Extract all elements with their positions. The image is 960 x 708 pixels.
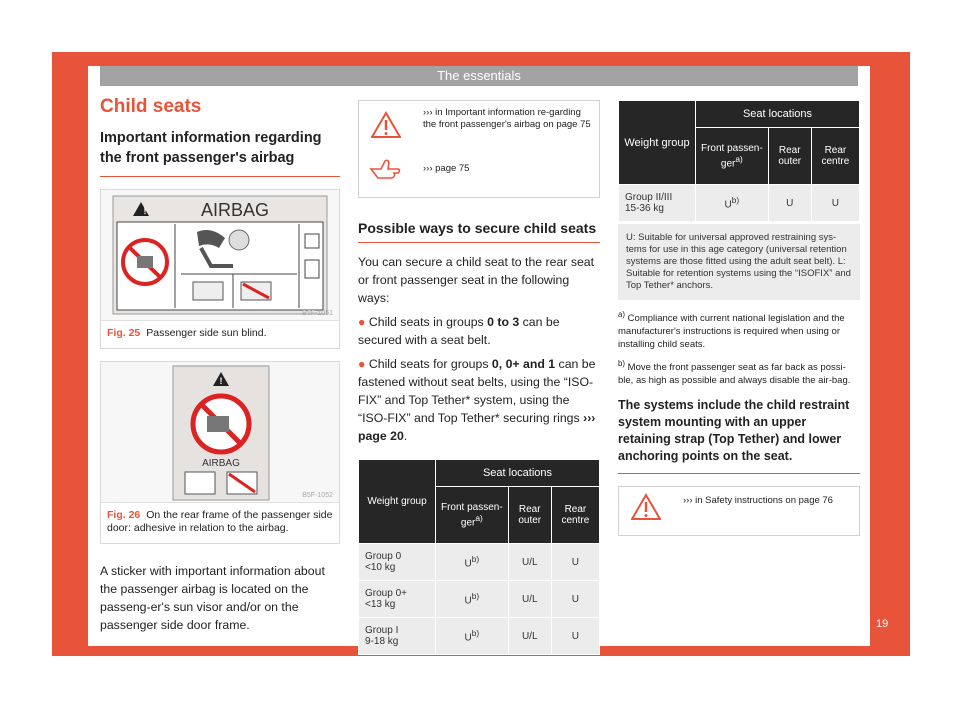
th-rear-centre: Rear centre	[551, 487, 599, 544]
page-header: The essentials	[100, 66, 858, 86]
th-locations: Seat locations	[696, 101, 860, 128]
cell-rear-centre: U	[551, 618, 599, 655]
title-rule	[100, 176, 340, 177]
section-subtitle: Important information regarding the front passenger's airbag	[100, 130, 322, 166]
bullet-dot-icon: ●	[358, 315, 369, 329]
table-row	[359, 581, 600, 618]
cell-rear-outer: U/L	[508, 618, 551, 655]
footnote-b: $^{b)}$ Move the front passenger seat as far back as possi-ble, as high as possible and always disable the air-bag.	[618, 359, 851, 387]
cell-group: Group II/III 15-36 kg	[619, 185, 696, 222]
bullet-text: can be fastened without seat belts, using the “ISO-FIX” and Top Tether* system, using the “ISO-FIX” and Top Tether* securing rings	[358, 357, 596, 425]
th-rear-outer: Rear outer	[768, 128, 811, 185]
th-front: Front passen-ger$^{a)}$	[696, 128, 769, 185]
cell-rear-outer: U/L	[508, 581, 551, 618]
airbag-sunblind-illustration	[101, 190, 339, 320]
figure-code: B5F-1052	[302, 492, 333, 499]
body-paragraph: A sticker with important information about the passenger airbag is located on the passeng-er's sun visor and/or on the passenger side door frame.	[100, 564, 325, 632]
th-rear-centre: Rear centre	[811, 128, 859, 185]
safety-warning-box	[618, 486, 860, 536]
bold-paragraph: The systems include the child restraint system mounting with an upper retaining strap (Top Tether) and lower anchoring points on the seat.	[618, 398, 850, 464]
column-middle	[358, 100, 600, 655]
safety-ref-text[interactable]: ››› in Safety instructions on page 76	[683, 495, 833, 507]
figure-caption-text: Passenger side sun blind.	[146, 327, 267, 339]
figure-26-image	[101, 362, 339, 502]
warning-ref-text[interactable]: ››› in Important information re-garding the front passenger's airbag on page 75	[423, 107, 591, 130]
bullet-dot-icon: ●	[358, 357, 369, 371]
figure-25-image	[101, 190, 339, 320]
page-title: Child seats	[100, 96, 202, 117]
section-heading: Possible ways to secure child seats	[358, 220, 597, 236]
table-legend-note: U: Suitable for universal approved restraining sys-tems for use in this age category (universal retention systems are those fitted using the adult seat belt). L: Suitable for retention systems using the “ISOFIX” and Top Tether* anchors.	[618, 224, 860, 300]
cell-front: $U^{b)}$	[436, 544, 509, 581]
cell-front: $U^{b)}$	[436, 618, 509, 655]
svg-text:!: !	[219, 376, 223, 386]
page-link[interactable]: ››› page 20	[358, 411, 596, 443]
airbag-label-small: AIRBAG	[202, 458, 240, 469]
th-front: Front passen-ger$^{a)}$	[436, 487, 509, 544]
seat-table	[358, 459, 600, 655]
section-rule	[618, 473, 860, 474]
cell-rear-centre: U	[551, 581, 599, 618]
cell-rear-outer: U/L	[508, 544, 551, 581]
bullet-bold: 0 to 3	[487, 315, 520, 329]
cell-front: $U^{b)}$	[436, 581, 509, 618]
cell-rear-outer: U	[768, 185, 811, 222]
bullet-text: Child seats for groups	[368, 357, 492, 371]
figure-25-caption	[101, 320, 339, 348]
warning-box	[358, 100, 600, 198]
airbag-label: AIRBAG	[201, 200, 270, 220]
figure-26-caption	[101, 502, 339, 543]
figure-code: B5F-1051	[302, 310, 333, 317]
table-row	[619, 185, 860, 222]
hand-pointer-icon	[369, 155, 403, 181]
bullet-item-2	[358, 355, 600, 445]
page-ref-text[interactable]: ››› page 75	[423, 163, 470, 174]
bullet-bold: 0, 0+ and 1	[491, 357, 556, 371]
figure-26	[100, 361, 340, 544]
th-locations: Seat locations	[436, 460, 600, 487]
svg-text:!: !	[143, 206, 147, 216]
airbag-door-sticker-illustration	[101, 362, 339, 502]
bullet-text: Child seats in groups	[368, 315, 488, 329]
page-number: 19	[876, 618, 889, 630]
cell-rear-centre: U	[811, 185, 859, 222]
th-rear-outer: Rear outer	[508, 487, 551, 544]
th-weight: Weight group	[359, 460, 436, 544]
figure-25	[100, 189, 340, 349]
figure-number: Fig. 26	[107, 509, 141, 521]
figure-caption-text: On the rear frame of the passenger side door: adhesive in relation to the airbag.	[107, 509, 333, 534]
warning-triangle-icon	[631, 493, 661, 521]
cell-group: Group I 9-18 kg	[359, 618, 436, 655]
warning-triangle-icon	[371, 111, 401, 139]
bullet-text: can be secured with a seat belt.	[358, 315, 560, 347]
cell-group: Group 0 <10 kg	[359, 544, 436, 581]
table-row	[359, 618, 600, 655]
figure-number: Fig. 25	[107, 327, 141, 339]
bullet-item-1	[358, 313, 600, 349]
bullet-text: .	[403, 429, 408, 443]
cell-front: $U^{b)}$	[696, 185, 769, 222]
cell-rear-centre: U	[551, 544, 599, 581]
intro-paragraph: You can secure a child seat to the rear seat or front passenger seat in the following ways:	[358, 255, 595, 305]
column-right	[618, 100, 860, 536]
table-row	[359, 544, 600, 581]
cell-group: Group 0+ <13 kg	[359, 581, 436, 618]
column-left	[100, 96, 340, 634]
th-weight: Weight group	[619, 101, 696, 185]
section-rule	[358, 242, 600, 243]
seat-table-continued	[618, 100, 860, 222]
footnote-a: $^{a)}$ Compliance with current national legislation and the manufacturer's instructions is required when using or installing child seats.	[618, 310, 845, 351]
